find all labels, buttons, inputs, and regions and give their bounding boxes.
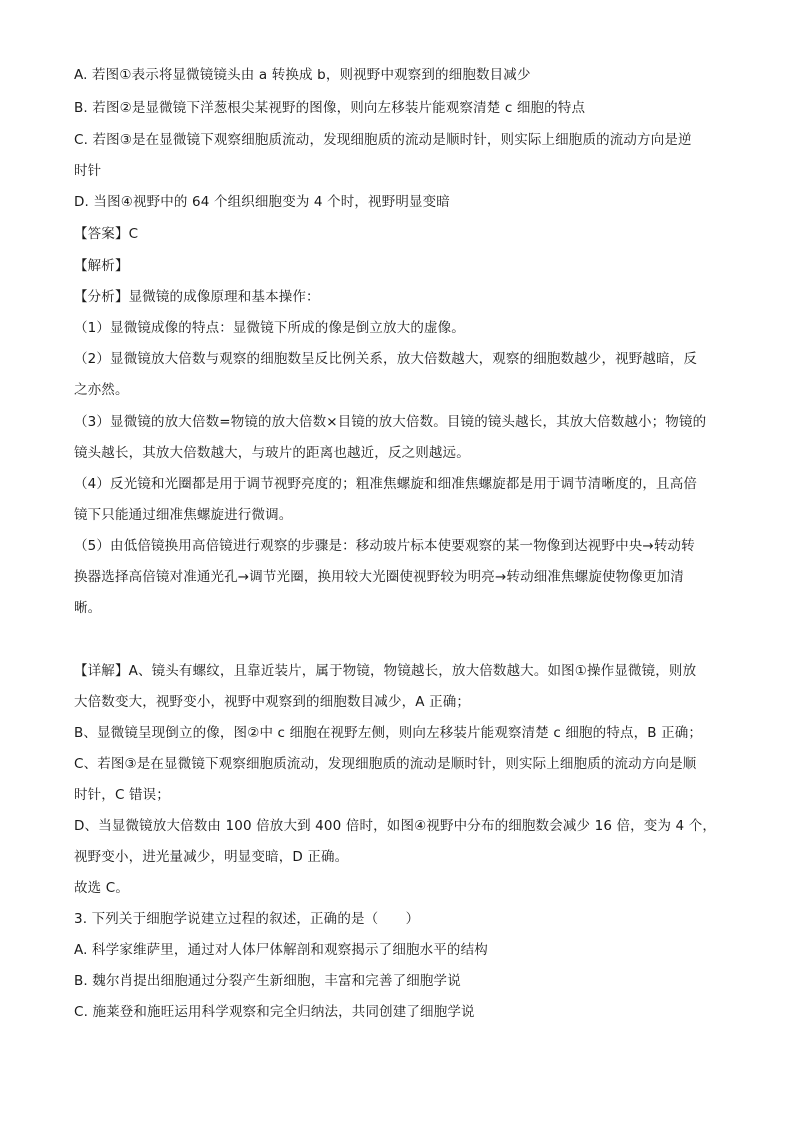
answer-label: 【答案】C [74,226,139,242]
question-3-option-a: A. 科学家维萨里，通过对人体尸体解剖和观察揭示了细胞水平的结构 [74,942,488,958]
detail-c-line-1: C、若图③是在显微镜下观察细胞质流动，发现细胞质的流动是顺时针，则实际上细胞质的流动方向是顺 [74,756,697,772]
analysis-point-4-line-2: 镜下只能通过细准焦螺旋进行微调。 [74,507,293,523]
question-3-stem: 3. 下列关于细胞学说建立过程的叙述，正确的是（ ） [74,911,420,927]
question-3-option-c: C. 施莱登和施旺运用科学观察和完全归纳法，共同创建了细胞学说 [74,1004,475,1020]
analysis-point-2-line-2: 之亦然。 [74,382,129,398]
detail-b: B、显微镜呈现倒立的像，图②中 c 细胞在视野左侧，则向左移装片能观察清楚 c 细胞的特点，B 正确； [74,725,703,741]
analysis-point-2-line-1: （2）显微镜放大倍数与观察的细胞数呈反比例关系，放大倍数越大，观察的细胞数越少，视野越暗，反 [74,351,697,367]
option-c-line-1: C. 若图③是在显微镜下观察细胞质流动，发现细胞质的流动是顺时针，则实际上细胞质的流动方向是逆 [74,132,692,148]
analysis-point-4-line-1: （4）反光镜和光圈都是用于调节视野亮度的；粗准焦螺旋和细准焦螺旋都是用于调节清晰度的，且高倍 [74,476,697,492]
question-3-option-b: B. 魏尔肖提出细胞通过分裂产生新细胞，丰富和完善了细胞学说 [74,973,461,989]
detail-c-line-2: 时针，C 错误； [74,787,170,803]
detail-a-line-2: 大倍数变大，视野变小，视野中观察到的细胞数目减少，A 正确； [74,694,471,710]
option-d: D. 当图④视野中的 64 个组织细胞变为 4 个时，视野明显变暗 [74,194,450,210]
analysis-point-5-line-1: （5）由低倍镜换用高倍镜进行观察的步骤是：移动玻片标本使要观察的某一物像到达视野中央→转动转 [74,538,695,554]
analysis-point-5-line-2: 换器选择高倍镜对准通光孔→调节光圈，换用较大光圈使视野较为明亮→转动细准焦螺旋使物像更加清 [74,569,684,585]
option-c-line-2: 时针 [74,163,102,179]
analysis-intro: 【分析】显微镜的成像原理和基本操作： [74,289,320,305]
analysis-label: 【解析】 [74,258,129,274]
option-a: A. 若图①表示将显微镜镜头由 a 转换成 b，则视野中观察到的细胞数目减少 [74,67,531,83]
detail-a-line-1: 【详解】A、镜头有螺纹，且靠近装片，属于物镜，物镜越长，放大倍数越大。如图①操作显微镜，则放 [74,663,697,679]
analysis-point-3-line-2: 镜头越长，其放大倍数越大，与玻片的距离也越近，反之则越远。 [74,445,470,461]
detail-d-line-1: D、当显微镜放大倍数由 100 倍放大到 400 倍时，如图④视野中分布的细胞数会减少 16 倍，变为 4 个， [74,818,717,834]
analysis-point-5-line-3: 晰。 [74,600,102,616]
option-b: B. 若图②是显微镜下洋葱根尖某视野的图像，则向左移装片能观察清楚 c 细胞的特点 [74,100,586,116]
conclusion: 故选 C。 [74,880,129,896]
analysis-point-3-line-1: （3）显微镜的放大倍数=物镜的放大倍数×目镜的放大倍数。目镜的镜头越长，其放大倍数越小；物镜的 [74,414,707,430]
detail-d-line-2: 视野变小，进光量减少，明显变暗，D 正确。 [74,849,349,865]
analysis-point-1: （1）显微镜成像的特点：显微镜下所成的像是倒立放大的虚像。 [74,320,465,336]
